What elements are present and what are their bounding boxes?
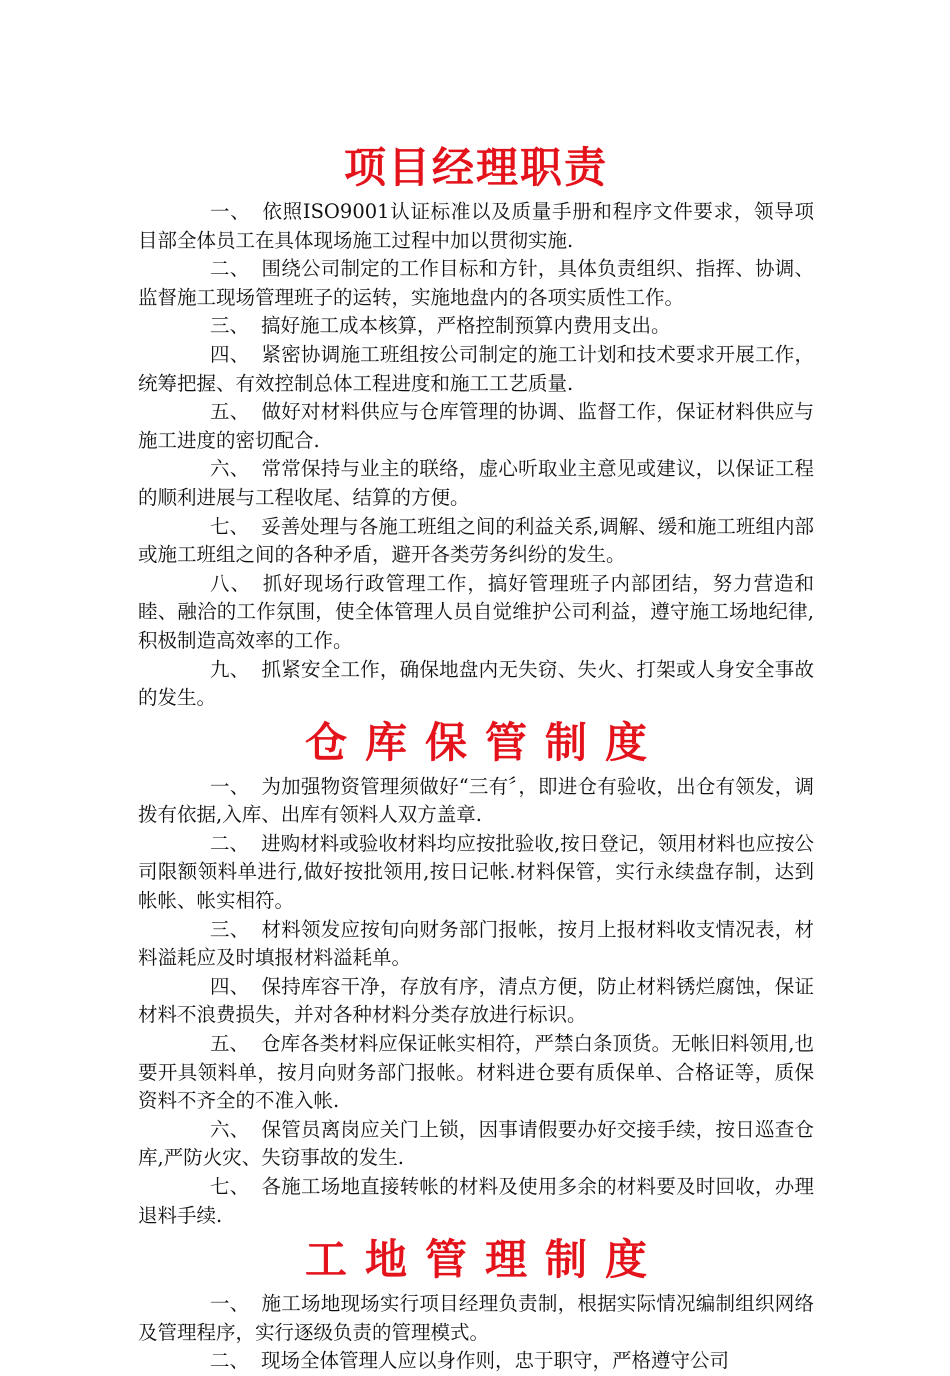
item-text: 做好对材料供应与仓库管理的协调、监督工作，保证材料供应与施工进度的密切配合. [138,400,814,452]
section-warehouse-rules [138,713,814,1231]
document-page [138,138,814,1376]
item-text: 抓好现场行政管理工作，搞好管理班子内部团结，努力营造和睦、融洽的工作氛围，使全体管理人员自觉维护公司利益，遵守施工场地纪律,积极制造高效率的工作。 [138,571,814,652]
item-text: 施工场地现场实行项目经理负责制，根据实际情况编制组织网络及管理程序，实行逐级负责的管理模式。 [138,1292,814,1344]
list-item [138,513,814,570]
list-item [138,830,814,916]
item-number: 二、 [210,257,250,281]
list-item [138,773,814,830]
list-item [138,1116,814,1173]
section-project-manager-duties [138,138,814,713]
list-item [138,1347,814,1376]
list-item [138,455,814,512]
list-item [138,198,814,255]
list-item [138,312,814,341]
item-number: 一、 [210,1292,250,1316]
item-text: 妥善处理与各施工班组之间的利益关系,调解、缓和施工班组内部或施工班组之间的各种矛盾，避开各类劳务纠纷的发生。 [138,514,814,567]
item-number: 一、 [210,200,251,223]
list-item [138,570,814,656]
list-item [138,398,814,455]
item-number: 五、 [210,1032,250,1056]
item-text: 保管员离岗应关门上锁，因事请假要办好交接手续，按日巡查仓库,严防火灾、失窃事故的发生. [138,1117,814,1170]
list-item [138,255,814,312]
item-number: 二、 [210,1349,250,1373]
item-text: 各施工场地直接转帐的材料及使用多余的材料要及时回收，办理退料手续. [138,1175,814,1227]
item-number: 六、 [210,457,250,481]
item-number: 三、 [210,314,250,338]
section-site-management-rules [138,1230,814,1376]
item-number: 八、 [210,571,251,595]
list-item [138,916,814,973]
item-text: 紧密协调施工班组按公司制定的施工计划和技术要求开展工作，统筹把握、有效控制总体工程进度和施工工艺质量. [138,342,814,395]
item-text: 常常保持与业主的联络，虚心听取业主意见或建议，以保证工程的顺利进展与工程收尾、结算的方便。 [138,457,814,509]
item-number: 七、 [210,1175,250,1198]
item-number: 九、 [210,657,250,681]
item-text: 现场全体管理人应以身作则，忠于职守，严格遵守公司 [261,1349,730,1373]
item-text: 仓库各类材料应保证帐实相符，严禁白条顶货。无帐旧料领用,也要开具领料单，按月向财务部门报帐。材料进仓要有质保单、合格证等，质保资料不齐全的不准入帐. [138,1032,814,1113]
item-text: 搞好施工成本核算，严格控制预算内费用支出。 [261,314,671,338]
section-title: 项目经理职责 [343,143,608,192]
item-number: 五、 [210,400,250,424]
section-title: 仓库保管制度 [304,717,665,767]
item-number: 一、 [210,774,250,798]
item-text: 进购材料或验收材料均应按批验收,按日登记，领用材料也应按公司限额领料单进行,做好按批领用,按日记帐.材料保管，实行永续盘存制，达到帐帐、帐实相符。 [138,831,814,913]
item-number: 三、 [210,917,250,941]
item-text: 抓紧安全工作，确保地盘内无失窃、失火、打架或人身安全事故的发生。 [138,657,814,710]
item-text: 保持库容干净，存放有序，清点方便，防止材料锈烂腐蚀，保证材料不浪费损失，并对各种材料分类存放进行标识。 [138,974,814,1027]
section-title: 工地管理制度 [304,1235,665,1285]
item-number: 四、 [210,974,250,998]
list-item [138,341,814,398]
list-item [138,1173,814,1230]
list-item [138,656,814,713]
list-item [138,1290,814,1347]
item-text: 为加强物资管理须做好“三有〞，即进仓有验收，出仓有领发，调拨有依据,入库、出库有领料人双方盖章. [138,774,814,827]
item-number: 六、 [210,1117,250,1141]
list-item [138,1030,814,1116]
item-number: 二、 [210,831,250,855]
item-number: 七、 [210,514,250,538]
item-number: 四、 [210,342,250,366]
list-item [138,973,814,1030]
item-text: 围绕公司制定的工作目标和方针，具体负责组织、指挥、协调、监督施工现场管理班子的运转，实施地盘内的各项实质性工作。 [138,257,814,309]
item-text: 依照ISO9001认证标准以及质量手册和程序文件要求，领导项目部全体员工在具体现场施工过程中加以贯彻实施. [138,200,814,252]
item-text: 材料领发应按旬向财务部门报帐，按月上报材料收支情况表，材料溢耗应及时填报材料溢耗单。 [138,917,814,970]
